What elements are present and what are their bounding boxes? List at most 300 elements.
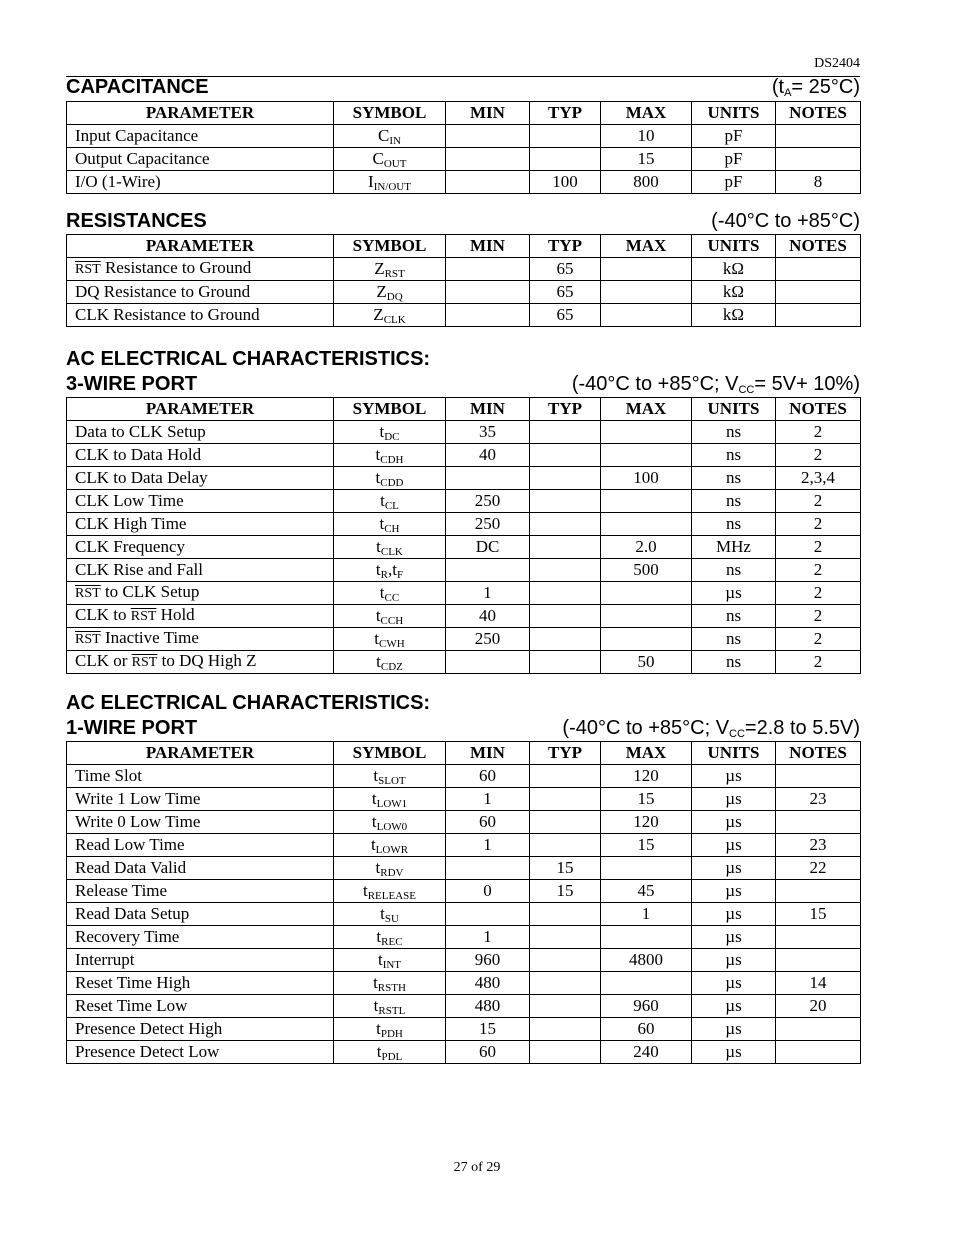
notes-cell: 14 [776, 972, 861, 995]
max-cell: 15 [601, 788, 692, 811]
param-cell [67, 258, 334, 281]
units-cell: pF [692, 125, 776, 148]
symbol-subscript: REC [381, 936, 403, 948]
symbol-subscript: CDD [380, 477, 404, 489]
col-header: SYMBOL [334, 742, 446, 765]
units-cell: µs [692, 811, 776, 834]
units-cell: ns [692, 421, 776, 444]
symbol-base: t [374, 629, 380, 648]
ac1-table [66, 741, 861, 1064]
typ-cell: 65 [530, 258, 601, 281]
table-row [67, 421, 861, 444]
param-cell [67, 421, 334, 444]
symbol-subscript: DC [384, 431, 400, 443]
param-cell [67, 125, 334, 148]
units-cell: µs [692, 1041, 776, 1064]
cond-suffix: = 5V+ 10%) [754, 373, 860, 395]
table-row [67, 536, 861, 559]
symbol-base: t [376, 927, 382, 946]
min-cell: 40 [446, 444, 530, 467]
symbol-base: Z [373, 305, 384, 324]
overline-signal: $\overline{RST}$ [131, 655, 158, 670]
min-cell: 60 [446, 765, 530, 788]
min-cell: 35 [446, 421, 530, 444]
col-header: NOTES [776, 742, 861, 765]
symbol-base: t [371, 789, 377, 808]
typ-cell [530, 605, 601, 628]
param-prefix: CLK to [75, 605, 127, 624]
notes-cell [776, 304, 861, 327]
units-cell: ns [692, 513, 776, 536]
symbol-cell [334, 467, 446, 490]
table-row [67, 1041, 861, 1064]
typ-cell [530, 513, 601, 536]
resistances-table [66, 234, 861, 327]
table-row [67, 834, 861, 857]
param-cell [67, 171, 334, 194]
overline-signal: $\overline{RST}$ [75, 632, 101, 647]
notes-cell [776, 1041, 861, 1064]
param-cell [67, 880, 334, 903]
param-name: Presence Detect High [75, 1019, 223, 1038]
table-row [67, 765, 861, 788]
table-row [67, 513, 861, 536]
min-cell: 40 [446, 605, 530, 628]
notes-cell: 22 [776, 857, 861, 880]
max-cell: 1 [601, 903, 692, 926]
col-header: MIN [446, 398, 530, 421]
min-cell: 1 [446, 582, 530, 605]
symbol-cell [334, 258, 446, 281]
symbol-base: t [373, 996, 379, 1015]
col-header: TYP [530, 742, 601, 765]
symbol-cell [334, 171, 446, 194]
param-cell [67, 926, 334, 949]
units-cell: µs [692, 1018, 776, 1041]
min-cell: 250 [446, 513, 530, 536]
symbol-cell [334, 857, 446, 880]
typ-cell [530, 582, 601, 605]
param-cell [67, 304, 334, 327]
notes-cell [776, 281, 861, 304]
units-cell: pF [692, 148, 776, 171]
col-header: MAX [601, 742, 692, 765]
typ-cell [530, 444, 601, 467]
param-name: CLK to Data Hold [75, 445, 202, 464]
param-cell [67, 559, 334, 582]
param-cell [67, 148, 334, 171]
units-cell: µs [692, 972, 776, 995]
table-row [67, 949, 861, 972]
max-cell: 60 [601, 1018, 692, 1041]
notes-cell: 2,3,4 [776, 467, 861, 490]
symbol-subscript: PDH [380, 1028, 403, 1040]
notes-cell: 2 [776, 582, 861, 605]
table-row [67, 628, 861, 651]
param-cell [67, 765, 334, 788]
col-header: MIN [446, 102, 530, 125]
ac1-title-line1: AC ELECTRICAL CHARACTERISTICS: [66, 692, 431, 714]
param-name: CLK High Time [75, 514, 187, 533]
notes-cell: 2 [776, 536, 861, 559]
max-cell: 50 [601, 651, 692, 674]
symbol-cell [334, 880, 446, 903]
param-name: Inactive Time [104, 628, 199, 647]
symbol-cell [334, 811, 446, 834]
typ-cell [530, 628, 601, 651]
cond-suffix: = 25°C) [791, 76, 860, 98]
typ-cell [530, 125, 601, 148]
param-name: Interrupt [75, 950, 135, 969]
min-cell: 960 [446, 949, 530, 972]
col-header: SYMBOL [334, 398, 446, 421]
param-cell [67, 1041, 334, 1064]
min-cell [446, 651, 530, 674]
symbol-subscript: SU [384, 913, 399, 925]
units-cell: MHz [692, 536, 776, 559]
table-row [67, 972, 861, 995]
typ-cell: 15 [530, 880, 601, 903]
min-cell: 60 [446, 1041, 530, 1064]
table-row [67, 467, 861, 490]
col-header: NOTES [776, 398, 861, 421]
typ-cell [530, 834, 601, 857]
symbol-subscript: R [380, 569, 388, 581]
param-name: to DQ High Z [161, 651, 257, 670]
notes-cell: 23 [776, 788, 861, 811]
col-header: NOTES [776, 235, 861, 258]
col-header: MAX [601, 235, 692, 258]
symbol-base: t [376, 537, 381, 556]
units-cell: µs [692, 903, 776, 926]
table-row [67, 1018, 861, 1041]
max-cell: 10 [601, 125, 692, 148]
param-name: I/O (1-Wire) [75, 172, 161, 191]
symbol-subscript: CDH [380, 454, 404, 466]
units-cell: pF [692, 171, 776, 194]
col-header: PARAMETER [67, 102, 334, 125]
typ-cell [530, 972, 601, 995]
ac1-conditions [562, 717, 860, 740]
symbol-cell [334, 651, 446, 674]
min-cell: 250 [446, 628, 530, 651]
typ-cell [530, 421, 601, 444]
document-id: DS2404 [814, 56, 860, 71]
symbol-base: t [362, 881, 368, 900]
max-cell: 4800 [601, 949, 692, 972]
symbol-subscript: CC [384, 592, 400, 604]
max-cell [601, 304, 692, 327]
header-row [67, 102, 861, 125]
min-cell: DC [446, 536, 530, 559]
min-cell [446, 148, 530, 171]
symbol-cell [334, 788, 446, 811]
min-cell: 480 [446, 972, 530, 995]
table-row [67, 903, 861, 926]
typ-cell: 15 [530, 857, 601, 880]
symbol-subscript: RSTL [378, 1005, 406, 1017]
symbol-cell [334, 1018, 446, 1041]
symbol-base: t [376, 1042, 382, 1061]
param-name: Time Slot [75, 766, 142, 785]
symbol-base: Z [376, 282, 387, 301]
max-cell [601, 513, 692, 536]
param-cell [67, 949, 334, 972]
symbol-subscript: CWH [379, 638, 405, 650]
max-cell [601, 972, 692, 995]
param-prefix: CLK or [75, 651, 128, 670]
table-row [67, 880, 861, 903]
capacitance-table [66, 101, 861, 194]
table-row [67, 281, 861, 304]
header-row [67, 742, 861, 765]
symbol-subscript: CCH [380, 615, 404, 627]
section-rule [66, 76, 860, 77]
symbol-cell [334, 995, 446, 1018]
table-row [67, 125, 861, 148]
units-cell: µs [692, 788, 776, 811]
param-name: CLK Rise and Fall [75, 560, 203, 579]
max-cell: 500 [601, 559, 692, 582]
min-cell [446, 857, 530, 880]
param-name: Presence Detect Low [75, 1042, 220, 1061]
cond-prefix: (-40°C to +85°C; V [562, 717, 730, 739]
notes-cell [776, 258, 861, 281]
table-row [67, 811, 861, 834]
symbol-cell [334, 421, 446, 444]
ac3-title-line1: AC ELECTRICAL CHARACTERISTICS: [66, 348, 431, 370]
symbol-subscript: LOW0 [376, 821, 408, 833]
max-cell: 960 [601, 995, 692, 1018]
notes-cell [776, 1018, 861, 1041]
param-cell [67, 628, 334, 651]
symbol-base: t [380, 904, 385, 923]
units-cell: ns [692, 628, 776, 651]
units-cell: ns [692, 490, 776, 513]
table-row [67, 995, 861, 1018]
table-row [67, 171, 861, 194]
symbol-base: t [376, 652, 381, 671]
symbol-base-2: ,t [387, 560, 397, 579]
symbol-cell [334, 582, 446, 605]
param-cell [67, 536, 334, 559]
capacitance-title: CAPACITANCE [66, 76, 209, 98]
table-row [67, 651, 861, 674]
param-name: Read Low Time [75, 835, 185, 854]
overline-signal: $\overline{RST}$ [75, 586, 101, 601]
symbol-cell [334, 304, 446, 327]
table-row [67, 857, 861, 880]
symbol-base: t [379, 514, 385, 533]
symbol-subscript: DQ [386, 291, 403, 303]
min-cell [446, 125, 530, 148]
typ-cell [530, 926, 601, 949]
col-header: UNITS [692, 235, 776, 258]
typ-cell [530, 949, 601, 972]
min-cell: 0 [446, 880, 530, 903]
param-name: Reset Time Low [75, 996, 188, 1015]
max-cell: 15 [601, 834, 692, 857]
table-row [67, 605, 861, 628]
param-name: Input Capacitance [75, 126, 199, 145]
symbol-cell [334, 926, 446, 949]
param-cell [67, 490, 334, 513]
param-cell [67, 651, 334, 674]
symbol-base: t [379, 583, 385, 602]
units-cell: ns [692, 444, 776, 467]
ac3-table [66, 397, 861, 674]
symbol-cell [334, 559, 446, 582]
cond-subscript: CC [738, 384, 755, 396]
symbol-subscript: RSTH [377, 982, 406, 994]
max-cell [601, 926, 692, 949]
col-header: MAX [601, 398, 692, 421]
table-row [67, 148, 861, 171]
param-name: to CLK Setup [104, 582, 200, 601]
col-header: PARAMETER [67, 398, 334, 421]
typ-cell [530, 1041, 601, 1064]
symbol-cell [334, 444, 446, 467]
table-row [67, 258, 861, 281]
col-header: MAX [601, 102, 692, 125]
overline-signal: $\overline{RST}$ [75, 262, 101, 277]
notes-cell: 2 [776, 421, 861, 444]
param-name: Read Data Valid [75, 858, 187, 877]
cond-prefix: (t [771, 76, 785, 98]
notes-cell: 2 [776, 513, 861, 536]
symbol-subscript: SLOT [378, 775, 406, 787]
param-cell [67, 1018, 334, 1041]
symbol-base: t [380, 491, 385, 510]
typ-cell: 100 [530, 171, 601, 194]
param-name: Release Time [75, 881, 168, 900]
notes-cell: 2 [776, 559, 861, 582]
notes-cell: 2 [776, 490, 861, 513]
param-cell [67, 834, 334, 857]
col-header: NOTES [776, 102, 861, 125]
symbol-base: t [375, 858, 381, 877]
ac1-title-line2: 1-WIRE PORT [66, 717, 198, 739]
max-cell [601, 444, 692, 467]
symbol-cell [334, 972, 446, 995]
col-header: SYMBOL [334, 102, 446, 125]
symbol-cell [334, 125, 446, 148]
notes-cell [776, 880, 861, 903]
max-cell: 15 [601, 148, 692, 171]
col-header: UNITS [692, 742, 776, 765]
max-cell: 120 [601, 765, 692, 788]
param-name: CLK Resistance to Ground [75, 305, 260, 324]
max-cell: 2.0 [601, 536, 692, 559]
max-cell: 240 [601, 1041, 692, 1064]
symbol-base: t [375, 468, 381, 487]
notes-cell [776, 811, 861, 834]
symbol-cell [334, 765, 446, 788]
symbol-base: t [377, 950, 383, 969]
table-row [67, 490, 861, 513]
min-cell: 480 [446, 995, 530, 1018]
param-name: DQ Resistance to Ground [75, 282, 251, 301]
typ-cell [530, 536, 601, 559]
col-header: PARAMETER [67, 742, 334, 765]
max-cell [601, 605, 692, 628]
col-header: MIN [446, 742, 530, 765]
units-cell: ns [692, 605, 776, 628]
notes-cell: 2 [776, 651, 861, 674]
header-row [67, 235, 861, 258]
param-name: Write 0 Low Time [75, 812, 201, 831]
typ-cell [530, 788, 601, 811]
symbol-base: t [370, 835, 376, 854]
table-row [67, 559, 861, 582]
param-name: Reset Time High [75, 973, 191, 992]
max-cell [601, 258, 692, 281]
notes-cell [776, 949, 861, 972]
units-cell: µs [692, 582, 776, 605]
param-cell [67, 467, 334, 490]
symbol-base: I [368, 172, 374, 191]
max-cell [601, 857, 692, 880]
param-cell [67, 281, 334, 304]
page-number: 27 of 29 [453, 1160, 501, 1175]
notes-cell: 15 [776, 903, 861, 926]
symbol-base: C [372, 149, 384, 168]
table-row [67, 444, 861, 467]
symbol-subscript: LOWR [375, 844, 409, 856]
units-cell: kΩ [692, 281, 776, 304]
min-cell: 1 [446, 788, 530, 811]
table-row [67, 304, 861, 327]
typ-cell: 65 [530, 281, 601, 304]
cond-subscript: A [784, 87, 792, 99]
symbol-subscript-2: F [396, 569, 404, 581]
typ-cell [530, 559, 601, 582]
typ-cell [530, 651, 601, 674]
max-cell: 45 [601, 880, 692, 903]
param-name: Write 1 Low Time [75, 789, 201, 808]
max-cell: 100 [601, 467, 692, 490]
min-cell: 250 [446, 490, 530, 513]
symbol-subscript: OUT [383, 158, 407, 170]
param-cell [67, 995, 334, 1018]
units-cell: ns [692, 651, 776, 674]
symbol-cell [334, 628, 446, 651]
units-cell: µs [692, 834, 776, 857]
max-cell [601, 281, 692, 304]
param-name: Hold [160, 605, 195, 624]
param-cell [67, 811, 334, 834]
overline-signal: $\overline{RST}$ [130, 609, 157, 624]
typ-cell [530, 1018, 601, 1041]
col-header: SYMBOL [334, 235, 446, 258]
max-cell [601, 421, 692, 444]
ac3-conditions [572, 373, 860, 396]
notes-cell: 20 [776, 995, 861, 1018]
symbol-base: t [371, 812, 377, 831]
max-cell: 800 [601, 171, 692, 194]
symbol-subscript: CH [384, 523, 400, 535]
param-name: Read Data Setup [75, 904, 190, 923]
param-cell [67, 605, 334, 628]
param-cell [67, 582, 334, 605]
units-cell: µs [692, 857, 776, 880]
symbol-cell [334, 513, 446, 536]
cond-subscript: CC [729, 728, 745, 740]
max-cell [601, 490, 692, 513]
symbol-base: t [373, 973, 378, 992]
param-name: CLK Frequency [75, 537, 186, 556]
param-cell [67, 444, 334, 467]
